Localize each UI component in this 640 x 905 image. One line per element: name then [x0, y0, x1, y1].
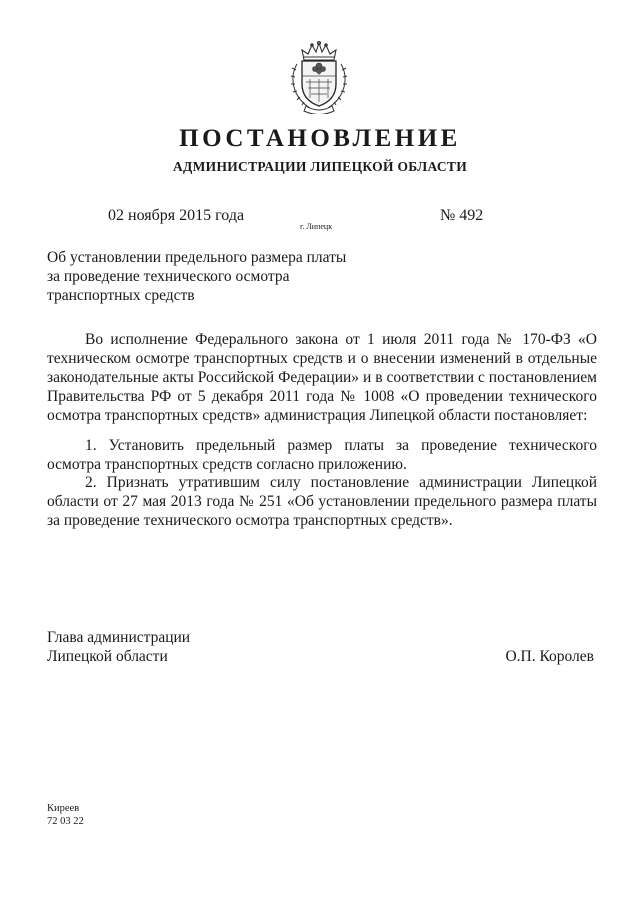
document-place: г. Липецк	[300, 222, 333, 231]
signatory-title-line: Липецкой области	[47, 648, 168, 665]
signatory-name: О.П. Королев	[505, 648, 594, 665]
resolution-item-1: 1. Установить предельный размер платы за проведение технического осмотра транспортных средств согласно приложению.	[47, 437, 597, 473]
document-type-title: ПОСТАНОВЛЕНИЕ	[179, 125, 461, 152]
document-subject	[47, 248, 346, 305]
preamble-paragraph: Во исполнение Федерального закона от 1 июля 2011 года № 170-ФЗ «О техническом осмотре транспортных средств и о внесении изменений в отдельные законодательные акты Российской Федерации» и в соответствии с постановлением Правительства РФ от 5 декабря 2011 года № 1008 «О проведении технического осмотра транспортных средств» администрация Липецкой области постановляет:	[47, 331, 597, 424]
executor-name: Киреев	[47, 803, 80, 814]
subject-line: Об установлении предельного размера платы	[47, 249, 347, 266]
executor-phone: 72 03 22	[47, 816, 84, 827]
signatory-title-line: Глава администрации	[47, 629, 191, 646]
issuing-authority: АДМИНИСТРАЦИИ ЛИПЕЦКОЙ ОБЛАСТИ	[172, 159, 468, 174]
subject-line: за проведение технического осмотра	[47, 268, 290, 285]
signatory-title	[47, 628, 190, 666]
document-number: № 492	[440, 207, 484, 224]
executor-info	[47, 802, 84, 828]
document-date: 02 ноября 2015 года	[108, 207, 245, 224]
resolution-item-2: 2. Признать утратившим силу постановление администрации Липецкой области от 27 мая 2013 года № 251 «Об установлении предельного размера платы за проведение технического осмотра транспортных средств».	[47, 474, 597, 529]
coat-of-arms-icon	[288, 40, 350, 114]
subject-line: транспортных средств	[47, 287, 195, 304]
